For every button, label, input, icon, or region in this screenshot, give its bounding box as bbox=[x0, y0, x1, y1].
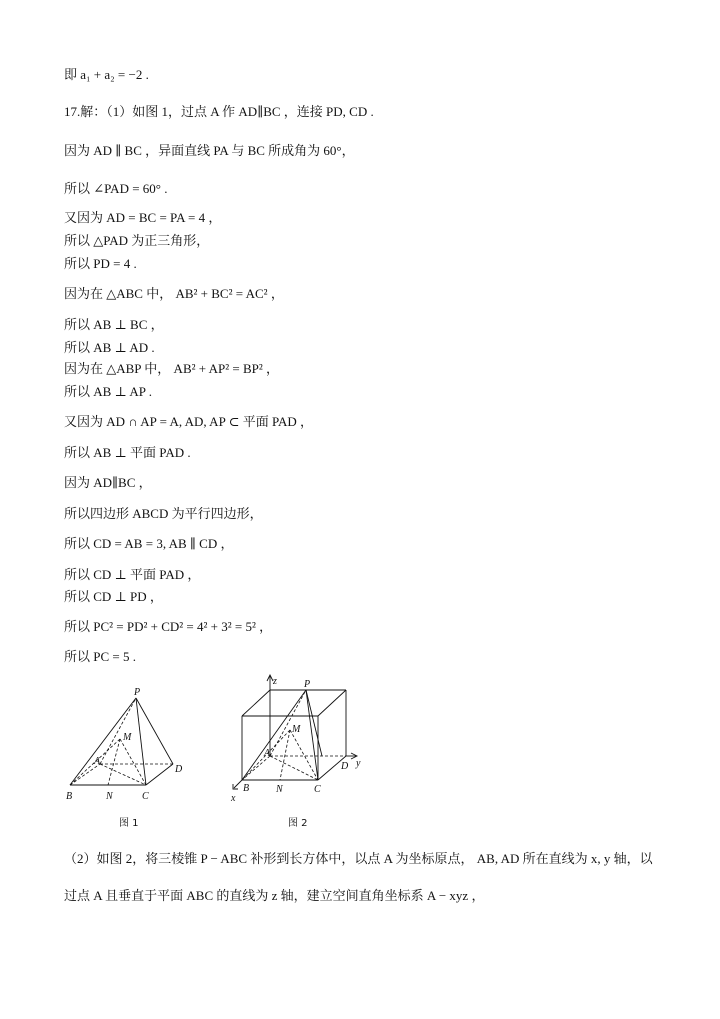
text-line: 所以 CD = AB = 3, AB ∥ CD ， bbox=[64, 536, 234, 551]
text-line: 所以 CD ⊥ 平面 PAD ， bbox=[64, 567, 201, 582]
edge-AP bbox=[270, 690, 306, 756]
segment-MC bbox=[120, 739, 146, 785]
text-line: 所以 AB ⊥ AD . bbox=[64, 340, 155, 355]
text-line: 因为 AD∥BC ， bbox=[64, 475, 152, 490]
label-N: N bbox=[276, 784, 283, 795]
text-line: 因为 AD ∥ BC ，异面直线 PA 与 BC 所成角为 60°， bbox=[64, 143, 355, 158]
label-B: B bbox=[66, 791, 73, 802]
edge-AC bbox=[100, 764, 146, 785]
label-x: x bbox=[231, 793, 236, 804]
label-A: A bbox=[264, 748, 271, 759]
x-axis bbox=[234, 780, 242, 788]
label-y: y bbox=[356, 758, 361, 769]
label-M: M bbox=[123, 732, 132, 743]
text-line: 17.解：（1）如图 1，过点 A 作 AD∥BC ，连接 PD, CD . bbox=[64, 104, 374, 119]
text-line: 所以 PD = 4 . bbox=[64, 256, 137, 271]
label-P: P bbox=[134, 687, 141, 698]
part2-line: 过点 A 且垂直于平面 ABC 的直线为 z 轴，建立空间直角坐标系 A − xyz ， bbox=[64, 888, 485, 903]
edge-top-left bbox=[242, 690, 270, 716]
segment-MN bbox=[280, 730, 290, 780]
part2-line: （2）如图 2，将三棱锥 P − ABC 补形到长方体中，以点 A 为坐标原点， AB, AD 所在直线为 x, y 轴，以 bbox=[64, 851, 653, 866]
label-M: M bbox=[292, 724, 301, 735]
edge-PD bbox=[306, 690, 322, 756]
edge-BA bbox=[70, 764, 100, 785]
figure-2-cuboid bbox=[228, 672, 368, 807]
label-N: N bbox=[106, 791, 113, 802]
text-line: 所以 △PAD 为正三角形， bbox=[64, 233, 210, 248]
edge-PC bbox=[136, 698, 146, 785]
label-D: D bbox=[341, 761, 349, 772]
text-line: 所以 PC = 5 . bbox=[64, 649, 136, 664]
text-line: 所以 AB ⊥ AP . bbox=[64, 384, 152, 399]
edge-CD bbox=[146, 764, 173, 785]
edge-AC bbox=[270, 756, 318, 780]
text-line: 又因为 AD = BC = PA = 4 ， bbox=[64, 210, 222, 225]
edge-AP bbox=[100, 698, 136, 764]
text-line: 所以 CD ⊥ PD ， bbox=[64, 589, 163, 604]
text-line: 因为在 △ABP 中， AB² + AP² = BP² ， bbox=[64, 361, 280, 376]
label-C: C bbox=[142, 791, 149, 802]
label-P: P bbox=[304, 679, 311, 690]
text-line: 所以 AB ⊥ 平面 PAD . bbox=[64, 445, 191, 460]
label-z: z bbox=[273, 676, 277, 687]
figure-1-caption: 图 1 bbox=[119, 818, 139, 829]
text-line: 因为在 △ABC 中， AB² + BC² = AC² ， bbox=[64, 286, 284, 301]
text-line: 所以 AB ⊥ BC ， bbox=[64, 317, 164, 332]
edge-top-right bbox=[318, 690, 346, 716]
label-C: C bbox=[314, 784, 321, 795]
label-A: A bbox=[94, 756, 101, 767]
edge-PD bbox=[136, 698, 173, 764]
edge-PC bbox=[306, 690, 318, 780]
text-line: 又因为 AD ∩ AP = A, AD, AP ⊂ 平面 PAD ， bbox=[64, 414, 314, 429]
text-line: 即 a₁ + a₂ = −2 . bbox=[64, 67, 149, 82]
figure-2-caption: 图 2 bbox=[288, 818, 308, 829]
edge-PB bbox=[242, 690, 306, 780]
text-line: 所以 ∠PAD = 60° . bbox=[64, 181, 168, 196]
label-B: B bbox=[243, 783, 250, 794]
segment-MC bbox=[290, 730, 318, 780]
text-line: 所以 PC² = PD² + CD² = 4² + 3² = 5² ， bbox=[64, 619, 273, 634]
text-line: 所以四边形 ABCD 为平行四边形， bbox=[64, 506, 263, 521]
figure-1-pyramid bbox=[60, 684, 195, 804]
label-D: D bbox=[175, 764, 183, 775]
